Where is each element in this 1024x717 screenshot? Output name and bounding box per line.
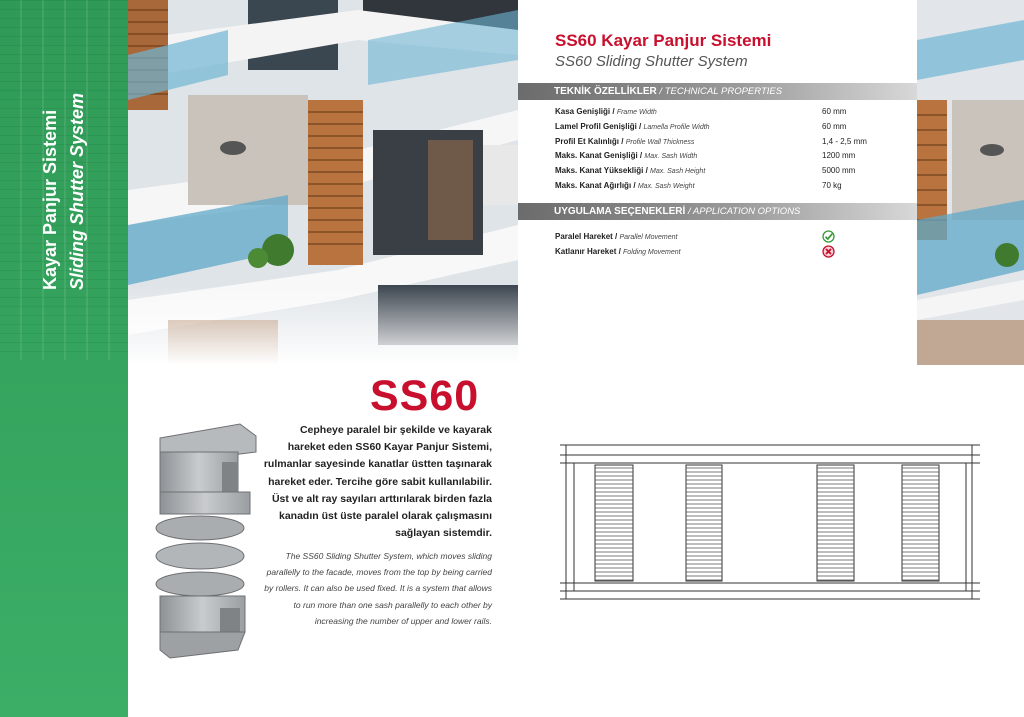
row-value: 60 mm — [822, 107, 847, 116]
row-label: Maks. Kanat Ağırlığı — [555, 180, 632, 190]
application-heading-tr: UYGULAMA SEÇENEKLERİ — [554, 206, 686, 217]
row-label-en: Frame Width — [616, 109, 657, 116]
row-value: 60 mm — [822, 121, 847, 131]
table-row: Kasa Genişliği / Frame Width 60 mm — [555, 105, 895, 120]
row-label: Maks. Kanat Genişliği — [555, 151, 638, 161]
row-label: Lamel Profil Genişliği — [555, 121, 637, 131]
row-label: Profil Et Kalınlığı — [555, 136, 620, 146]
row-label-en: Max. Sash Width — [644, 153, 698, 161]
side-band — [0, 0, 128, 717]
sash-panel-1 — [595, 465, 633, 581]
row-value: 5000 mm — [822, 166, 856, 176]
sash-panel-2 — [686, 465, 722, 581]
description-en: The SS60 Sliding Shutter System, which moves sliding parallelly to the facade, moves from the top by being carried by rollers. It can also be used fixed. It is a system that allows to run more than one sash parallelly to each other by increasing the number of upper and lower rails. — [264, 551, 492, 626]
photo-fade — [128, 285, 518, 365]
table-row: Maks. Kanat Yüksekliği / Max. Sash Height 5000 mm — [555, 164, 895, 179]
building-photo — [128, 0, 518, 365]
technical-table — [555, 105, 895, 194]
option-label: Paralel Hareket — [555, 232, 613, 241]
option-label: Katlanır Hareket — [555, 247, 617, 256]
application-list — [555, 229, 895, 259]
technical-heading-bar — [518, 83, 917, 100]
row-value: 1,4 - 2,5 mm — [822, 136, 867, 146]
option-label-en: Parallel Movement — [619, 234, 678, 241]
band-title-en: Sliding Shutter System — [67, 92, 87, 290]
table-row: Maks. Kanat Ağırlığı / Max. Sash Weight 70 kg — [555, 179, 895, 194]
row-label-en: Lamella Profile Width — [643, 123, 710, 131]
table-row: Profil Et Kalınlığı / Profile Wall Thickness 1,4 - 2,5 mm — [555, 135, 895, 150]
list-item: Katlanır Hareket / Folding Movement — [555, 244, 895, 259]
product-code: SS60 — [370, 372, 480, 420]
profile-section-image — [150, 418, 262, 662]
table-row: Maks. Kanat Genişliği / Max. Sash Width 1200 mm — [555, 149, 895, 164]
technical-heading-tr: TEKNİK ÖZELLİKLER — [554, 86, 657, 97]
band-title-tr: Kayar Panjur Sistemi — [40, 109, 60, 290]
sash-panel-3 — [817, 465, 854, 581]
row-label: Kasa Genişliği — [555, 107, 611, 116]
cross-icon — [822, 245, 835, 258]
check-icon — [822, 230, 835, 243]
page-subtitle: SS60 Sliding Shutter System — [555, 53, 748, 70]
page-title: SS60 Kayar Panjur Sistemi — [555, 31, 772, 50]
row-value: 1200 mm — [822, 151, 856, 161]
building-illustration-right — [917, 0, 1024, 365]
row-value: 70 kg — [822, 180, 842, 190]
row-label: Maks. Kanat Yüksekliği — [555, 166, 644, 176]
description-tr: Cepheye paralel bir şekilde ve kayarak hareket eden SS60 Kayar Panjur Sistemi, rulmanlar sayesinde kanatlar üstten taşınarak hareket eder. Tercihe göre sabit kullanılabilir. Üst ve alt ray sayıları arttırılarak birden fazla kanadın üst üste paralel olarak çalışmasını sağlayan sistemdir. — [263, 424, 492, 540]
building-photo-right — [917, 0, 1024, 365]
option-label-en: Folding Movement — [623, 249, 681, 256]
band-title — [40, 93, 88, 290]
table-row: Lamel Profil Genişliği / Lamella Profile Width 60 mm — [555, 120, 895, 135]
elevation-drawing — [560, 443, 980, 601]
list-item: Paralel Hareket / Parallel Movement — [555, 229, 895, 244]
row-label-en: Max. Sash Height — [650, 168, 706, 176]
row-label-en: Max. Sash Weight — [637, 182, 695, 190]
application-heading-en: / APPLICATION OPTIONS — [685, 206, 801, 217]
technical-heading-en: / TECHNICAL PROPERTIES — [656, 86, 783, 97]
application-heading-bar — [518, 203, 917, 220]
row-label-en: Profile Wall Thickness — [625, 138, 695, 146]
sash-panel-4 — [902, 465, 939, 581]
